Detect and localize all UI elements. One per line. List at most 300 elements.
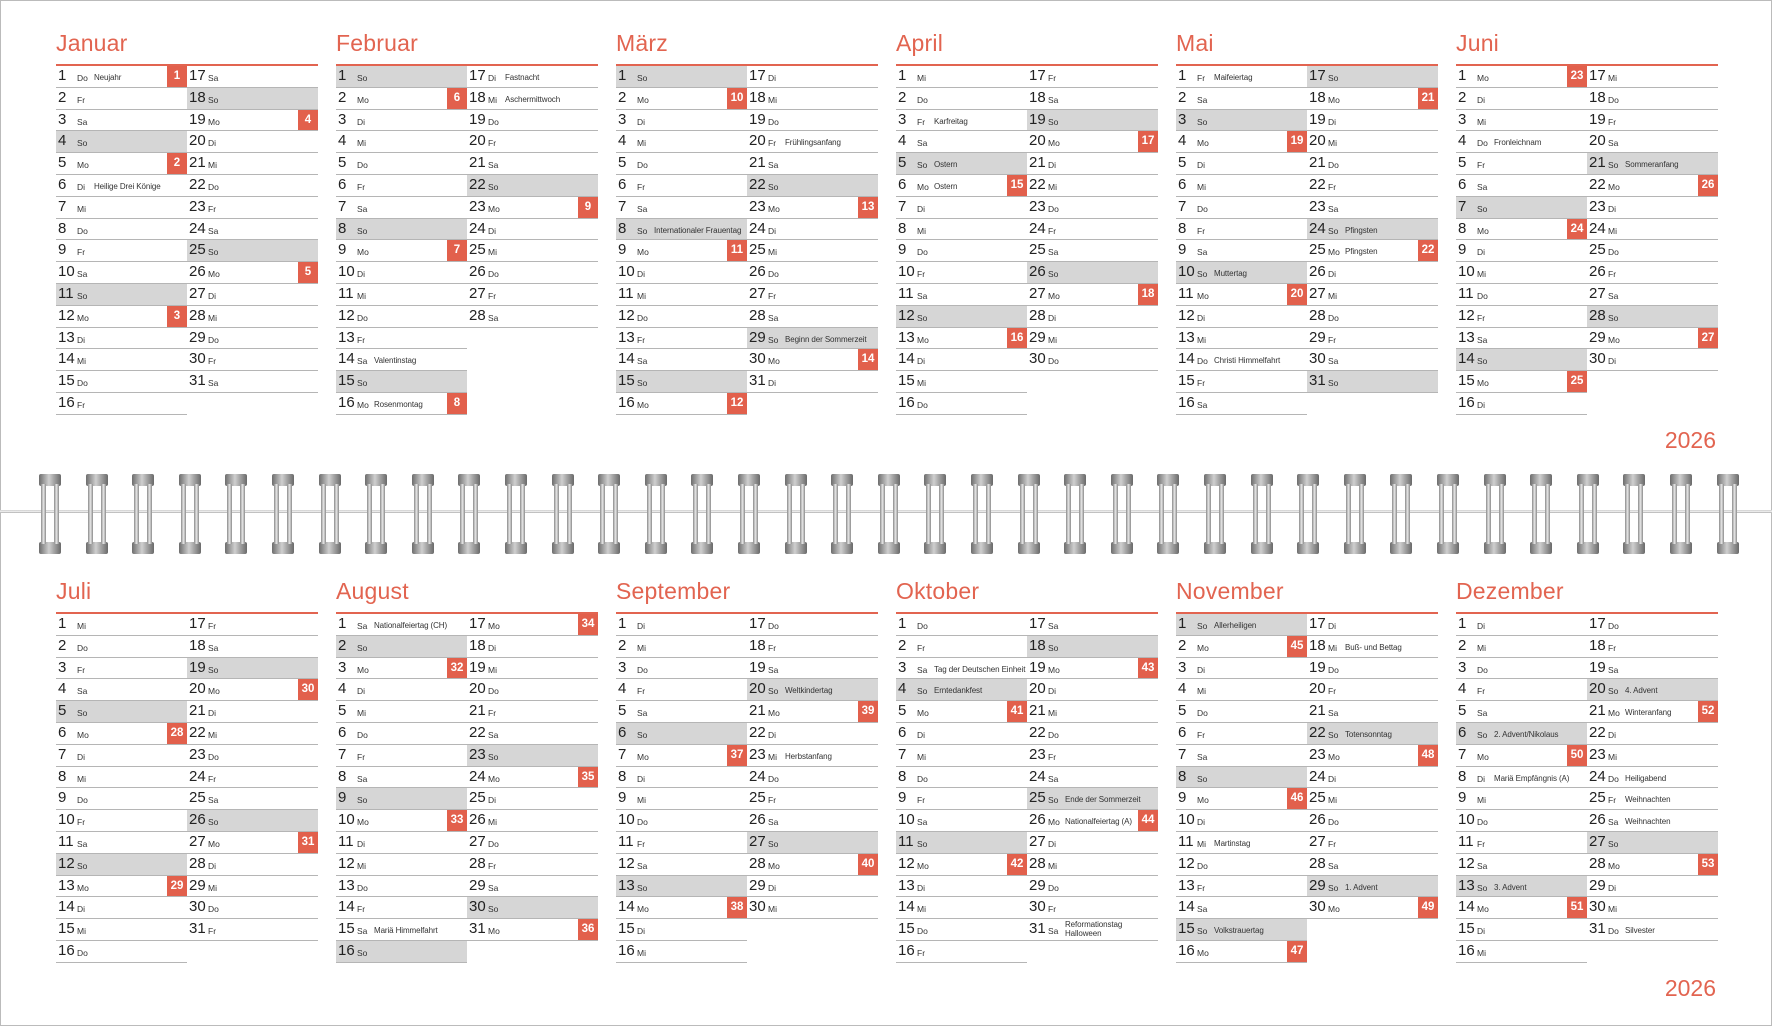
weekday: Mo [357, 817, 369, 828]
weekday: Do [357, 160, 368, 171]
weekday: Sa [1197, 904, 1208, 915]
weekday: Do [1608, 773, 1619, 784]
weekday: Di [1477, 926, 1486, 937]
day-number: 13 [1178, 328, 1195, 346]
weekday: Do [768, 773, 779, 784]
day-number: 4 [618, 132, 627, 150]
ring-part [1206, 484, 1211, 544]
weekday: So [637, 882, 648, 893]
weekday: Mi [917, 378, 926, 389]
week-number-badge: 25 [1567, 371, 1587, 392]
month-name: November [1176, 578, 1284, 604]
weekday: Sa [77, 838, 88, 849]
day-number: 9 [1178, 241, 1187, 259]
day-number: 30 [1309, 350, 1326, 368]
weekday: Do [917, 621, 928, 631]
day-number: 18 [469, 636, 486, 654]
ring-part [1159, 484, 1164, 544]
holiday-label: Totensonntag [1345, 729, 1392, 739]
day-row [616, 636, 747, 658]
day-number: 22 [1589, 175, 1606, 193]
day-number: 20 [1589, 680, 1606, 698]
day-row [1587, 919, 1718, 941]
ring-part [1592, 484, 1597, 544]
day-row [187, 658, 318, 680]
day-row [187, 767, 318, 789]
weekday: So [768, 686, 779, 697]
weekday: Sa [917, 138, 928, 149]
weekday: Do [208, 334, 219, 345]
weekday: Mi [1477, 947, 1486, 958]
binding-ring [878, 474, 900, 554]
weekday: Sa [488, 312, 499, 323]
day-number: 14 [1458, 898, 1475, 916]
weekday: Mi [488, 247, 497, 258]
day-row [336, 723, 467, 745]
week-number-badge: 41 [1007, 701, 1027, 722]
day-number: 3 [1458, 658, 1467, 676]
weekday: Sa [1608, 664, 1619, 675]
day-row [616, 832, 747, 854]
weekday: Mi [637, 290, 646, 301]
day-row [1176, 197, 1307, 219]
week-number-badge: 22 [1418, 240, 1438, 261]
day-number: 17 [469, 67, 486, 84]
day-number: 5 [58, 154, 67, 172]
weekday: Mi [1328, 795, 1337, 806]
holiday-label: Nationalfeiertag (A) [1065, 817, 1132, 827]
weekday: Fr [1197, 882, 1206, 893]
day-row [1176, 219, 1307, 241]
weekday: Fr [917, 795, 926, 806]
weekday: Di [1328, 621, 1337, 631]
day-number: 6 [338, 723, 347, 741]
week-number-badge: 16 [1007, 328, 1027, 349]
binding-ring [1717, 474, 1739, 554]
day-row [1307, 658, 1438, 680]
weekday: Mo [357, 247, 369, 258]
day-number: 17 [749, 615, 766, 632]
weekday: Mo [208, 116, 220, 127]
day-row [896, 876, 1027, 898]
day-row [187, 284, 318, 306]
weekday: So [357, 73, 368, 83]
day-column-2 [747, 614, 878, 919]
day-number: 28 [1029, 306, 1046, 324]
day-row [747, 306, 878, 328]
day-row [467, 701, 598, 723]
weekday: Mi [208, 882, 217, 893]
weekday: Do [357, 729, 368, 740]
weekday: Mo [917, 860, 929, 871]
day-row [467, 767, 598, 789]
month-name: Februar [336, 30, 418, 56]
weekday: So [917, 312, 928, 323]
day-number: 8 [58, 767, 67, 785]
day-row [896, 349, 1027, 371]
day-number: 28 [189, 854, 206, 872]
day-row [616, 897, 747, 919]
day-row [1307, 88, 1438, 110]
weekday: Mi [488, 94, 497, 105]
month-name: August [336, 578, 409, 604]
week-number-badge: 29 [167, 876, 187, 897]
day-row [1027, 745, 1158, 767]
day-number: 5 [58, 702, 67, 720]
binding-ring [1670, 474, 1692, 554]
day-row [187, 306, 318, 328]
day-row [1587, 66, 1718, 88]
day-number: 18 [1029, 636, 1046, 654]
weekday: Sa [208, 642, 219, 653]
day-number: 7 [1178, 745, 1187, 763]
ring-part [753, 484, 758, 544]
day-number: 10 [338, 263, 355, 281]
weekday: Mi [208, 729, 217, 740]
weekday: Mi [768, 94, 777, 105]
day-number: 26 [189, 263, 206, 281]
binding-ring [1297, 474, 1319, 554]
binding-ring [1344, 474, 1366, 554]
week-number-badge: 10 [727, 88, 747, 109]
weekday: Do [488, 269, 499, 280]
day-row [467, 832, 598, 854]
week-number-badge: 33 [447, 810, 467, 831]
weekday: So [488, 181, 499, 192]
weekday: Fr [488, 290, 497, 301]
day-number: 19 [1589, 110, 1606, 128]
weekday: Mi [637, 138, 646, 149]
holiday-label: Herbstanfang [785, 751, 832, 761]
day-row [1307, 66, 1438, 88]
day-number: 17 [1029, 615, 1046, 632]
day-row [56, 110, 187, 132]
weekday: Sa [488, 729, 499, 740]
weekday: Di [1048, 312, 1057, 323]
day-row [187, 328, 318, 350]
day-number: 17 [1029, 67, 1046, 84]
weekday: Fr [208, 356, 217, 367]
weekday: Di [768, 882, 777, 893]
holiday-label: Tag der Deutschen Einheit [934, 664, 1026, 674]
weekday: So [768, 334, 779, 345]
day-number: 17 [189, 67, 206, 84]
day-number: 3 [898, 110, 907, 128]
weekday: Sa [1477, 860, 1488, 871]
weekday: So [1477, 203, 1488, 214]
weekday: Mi [77, 773, 86, 784]
weekday: Fr [637, 838, 646, 849]
day-number: 14 [58, 350, 75, 368]
ring-part [380, 484, 385, 544]
day-row [467, 658, 598, 680]
weekday: Mo [637, 247, 649, 258]
weekday: Di [208, 290, 217, 301]
holiday-label: Heilige Drei Könige [94, 181, 161, 191]
weekday: Sa [768, 160, 779, 171]
weekday: Di [917, 882, 926, 893]
day-row [1307, 810, 1438, 832]
day-row [56, 897, 187, 919]
day-number: 11 [58, 284, 74, 302]
day-row [1176, 153, 1307, 175]
day-number: 9 [338, 241, 347, 259]
day-number: 27 [189, 832, 206, 850]
day-number: 13 [1458, 328, 1475, 346]
day-number: 7 [58, 745, 67, 763]
day-row [336, 349, 467, 371]
weekday: Fr [1048, 73, 1057, 83]
day-row [896, 219, 1027, 241]
ring-part [287, 484, 292, 544]
day-row [467, 262, 598, 284]
binding-ring [179, 474, 201, 554]
weekday: Di [1608, 356, 1617, 367]
day-row [1176, 66, 1307, 88]
ring-part [1033, 484, 1038, 544]
day-number: 6 [58, 723, 67, 741]
weekday: Fr [768, 642, 777, 653]
binding-ring [1018, 474, 1040, 554]
weekday: Di [1328, 269, 1337, 280]
weekday: So [1197, 269, 1208, 280]
day-number: 25 [189, 241, 206, 259]
weekday: So [637, 225, 648, 236]
week-number-badge: 7 [447, 240, 467, 261]
day-row [896, 175, 1027, 197]
day-row [1027, 723, 1158, 745]
week-number-badge: 8 [447, 393, 467, 414]
weekday: So [1328, 729, 1339, 740]
weekday: Do [488, 686, 499, 697]
day-number: 18 [1589, 88, 1606, 106]
holiday-label: Karfreitag [934, 116, 968, 126]
day-row [187, 636, 318, 658]
weekday: Sa [1328, 356, 1339, 367]
weekday: Mi [1197, 686, 1206, 697]
day-number: 29 [1309, 876, 1326, 894]
day-column-2 [1587, 614, 1718, 941]
day-number: 4 [898, 680, 907, 698]
day-row [1176, 110, 1307, 132]
day-row [336, 306, 467, 328]
day-number: 14 [898, 898, 915, 916]
day-column-2 [747, 66, 878, 393]
weekday: Do [1048, 729, 1059, 740]
day-number: 12 [898, 854, 915, 872]
day-number: 9 [1178, 789, 1187, 807]
weekday: Mi [357, 138, 366, 149]
day-row [1027, 614, 1158, 636]
weekday: Fr [77, 94, 86, 105]
weekday: Fr [917, 642, 926, 653]
weekday: Mo [917, 181, 929, 192]
day-row [336, 614, 467, 636]
weekday: Sa [208, 225, 219, 236]
day-row [616, 262, 747, 284]
weekday: Mo [357, 664, 369, 675]
day-number: 6 [618, 175, 627, 193]
ring-part [567, 484, 572, 544]
weekday: Do [1048, 882, 1059, 893]
day-row [56, 153, 187, 175]
holiday-label: Fronleichnam [1494, 138, 1542, 148]
day-number: 4 [1178, 680, 1187, 698]
day-row [747, 262, 878, 284]
day-number: 26 [1309, 811, 1326, 829]
weekday: Mi [1477, 116, 1486, 127]
ring-part [1312, 484, 1317, 544]
week-number-badge: 15 [1007, 175, 1027, 196]
day-number: 9 [1458, 789, 1467, 807]
day-number: 22 [469, 723, 486, 741]
week-number-badge: 13 [858, 197, 878, 218]
ring-part [41, 484, 46, 544]
day-row [1027, 328, 1158, 350]
day-number: 15 [898, 372, 915, 390]
day-number: 10 [1178, 811, 1195, 829]
weekday: So [208, 664, 219, 675]
day-row [336, 284, 467, 306]
day-row [896, 810, 1027, 832]
ring-part [787, 484, 792, 544]
weekday: Fr [1608, 269, 1617, 280]
weekday: So [1608, 312, 1619, 323]
month-name: April [896, 30, 944, 56]
day-number: 19 [1309, 658, 1326, 676]
weekday: Di [917, 203, 926, 214]
weekday: Sa [1197, 399, 1208, 410]
day-number: 12 [338, 854, 355, 872]
day-number: 4 [1178, 132, 1187, 150]
day-row [1027, 679, 1158, 701]
weekday: So [768, 838, 779, 849]
day-row [616, 919, 747, 941]
weekday: Do [77, 947, 88, 958]
day-number: 7 [338, 745, 347, 763]
day-row [1587, 175, 1718, 197]
ring-part [1126, 484, 1131, 544]
weekday: Di [1477, 773, 1486, 784]
week-number-badge: 20 [1287, 284, 1307, 305]
weekday: Sa [917, 817, 928, 828]
day-number: 11 [1178, 832, 1194, 850]
weekday: Do [1608, 621, 1619, 631]
day-row [616, 941, 747, 963]
day-number: 23 [1589, 197, 1606, 215]
day-row [467, 854, 598, 876]
weekday: So [208, 247, 219, 258]
ring-part [1638, 484, 1643, 544]
day-column-2 [1027, 66, 1158, 371]
day-number: 14 [1178, 350, 1195, 368]
day-row [1307, 153, 1438, 175]
weekday: Fr [488, 860, 497, 871]
day-row [56, 701, 187, 723]
day-number: 18 [189, 88, 206, 106]
day-row [467, 723, 598, 745]
day-number: 10 [338, 811, 355, 829]
weekday: Sa [357, 203, 368, 214]
day-row [56, 240, 187, 262]
weekday: Di [1197, 664, 1206, 675]
day-row [1176, 919, 1307, 941]
day-number: 18 [1309, 88, 1326, 106]
day-number: 23 [1589, 745, 1606, 763]
day-row [1027, 88, 1158, 110]
day-row [1307, 854, 1438, 876]
day-row [1456, 636, 1587, 658]
weekday: Mo [637, 399, 649, 410]
week-number-badge: 6 [447, 88, 467, 109]
day-number: 28 [1309, 306, 1326, 324]
weekday: Di [1328, 116, 1337, 127]
day-number: 27 [189, 284, 206, 302]
weekday: Di [77, 334, 86, 345]
weekday: Fr [1477, 686, 1486, 697]
day-row [187, 832, 318, 854]
day-row [1456, 262, 1587, 284]
day-row [1176, 349, 1307, 371]
holiday-label: Nationalfeiertag (CH) [374, 621, 448, 630]
day-row [336, 788, 467, 810]
day-row [336, 371, 467, 393]
weekday: Mi [357, 708, 366, 719]
day-number: 20 [1589, 132, 1606, 150]
day-row [1027, 788, 1158, 810]
day-row [616, 614, 747, 636]
weekday: Mo [1328, 247, 1340, 258]
day-number: 16 [898, 941, 915, 959]
day-number: 20 [189, 132, 206, 150]
holiday-label: Fastnacht [505, 73, 540, 82]
day-number: 7 [1458, 197, 1467, 215]
day-number: 24 [469, 219, 486, 237]
weekday: Do [917, 773, 928, 784]
weekday: So [357, 947, 368, 958]
day-column-1 [336, 614, 467, 963]
weekday: Sa [917, 664, 928, 675]
binding-ring [1111, 474, 1133, 554]
day-row [467, 306, 598, 328]
day-row [336, 153, 467, 175]
binding-ring [1064, 474, 1086, 554]
day-row [896, 66, 1027, 88]
day-row [616, 745, 747, 767]
day-number: 6 [338, 175, 347, 193]
weekday: Fr [1477, 160, 1486, 171]
ring-part [1172, 484, 1177, 544]
day-number: 5 [1178, 702, 1187, 720]
day-number: 29 [1029, 328, 1046, 346]
day-row [187, 262, 318, 284]
binding-ring [785, 474, 807, 554]
holiday-label: Maifeiertag [1214, 73, 1253, 82]
day-row [467, 131, 598, 153]
day-number: 10 [1458, 263, 1475, 281]
weekday: So [488, 751, 499, 762]
ring-part [194, 484, 199, 544]
holiday-label: Ostern [934, 160, 958, 170]
day-row [1176, 745, 1307, 767]
day-number: 3 [338, 658, 347, 676]
holiday-label: Aschermittwoch [505, 94, 561, 104]
day-number: 31 [749, 372, 766, 390]
ring-part [1439, 484, 1444, 544]
day-row [616, 767, 747, 789]
weekday: Do [77, 795, 88, 806]
ring-part [660, 484, 665, 544]
